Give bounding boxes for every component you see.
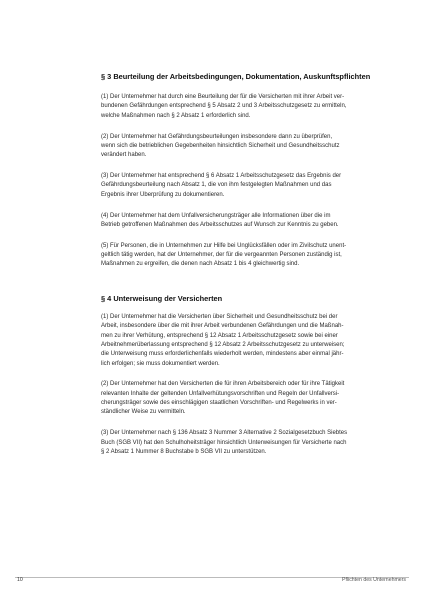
text-line: Arbeit, insbesondere über die mit ihrer Arbeit verbundenen Gefährdungen und die Maßnah- <box>101 323 344 330</box>
text-line: § 2 Absatz 1 Nummer 8 Buchstabe b SGB VII zu unterstützen. <box>101 448 267 455</box>
text-line: Arbeitnehmerüberlassung entsprechend § 12 Absatz 2 Arbeitsschutzgesetz zu unterweisen; <box>101 341 345 348</box>
text-line: Maßnahmen zu ergreifen, die denen nach Absatz 1 bis 4 gleichwertig sind. <box>101 261 300 268</box>
text-line: (4) Der Unternehmer hat dem Unfallversicherungsträger alle Informationen über die im <box>101 212 331 219</box>
text-line: (2) Der Unternehmer hat Gefährdungsbeurteilungen insbesondere dann zu überprüfen, <box>101 133 333 140</box>
text-line: Buch (SGB VII) hat den Schulhoheitsträger hinsichtlich Unterweisungen für Versicherte nach <box>101 439 347 446</box>
text-line: geltlich tätig werden, hat der Unternehmer, der für die vergeannten Personen zuständig ist, <box>101 252 342 259</box>
text-line: Ergebnis ihrer Überprüfung zu dokumentieren. <box>101 191 225 198</box>
section-3-paragraph-2 <box>101 133 373 161</box>
running-footer-title: Pflichten des Unternehmers <box>341 577 406 583</box>
text-line: (5) Für Personen, die in Unternehmen zur Hilfe bei Unglücksfällen oder im Zivilschutz unent- <box>101 242 347 249</box>
text-line: welche Maßnahmen nach § 2 Absatz 1 erforderlich sind. <box>101 112 251 119</box>
section-3-paragraph-4 <box>101 212 373 231</box>
section-4-paragraph-1 <box>101 313 373 369</box>
text-line: verändert haben. <box>101 152 147 159</box>
text-line: (3) Der Unternehmer nach § 136 Absatz 3 Nummer 3 Alternative 2 Sozialgesetzbuch Siebtes <box>101 430 348 437</box>
text-line: (1) Der Unternehmer hat die Versicherten über Sicherheit und Gesundheitsschutz bei der <box>101 313 338 320</box>
section-4-heading: § 4 Unterweisung der Versicherten <box>101 293 223 303</box>
text-line: men zu ihrer Verhütung, entsprechend § 12 Absatz 1 Arbeitsschutzgesetz sowie bei einer <box>101 332 338 339</box>
section-4-paragraph-2 <box>101 380 373 417</box>
text-line: wenn sich die betrieblichen Gegebenheiten hinsichtlich Sicherheit und Gesundheitsschutz <box>101 142 340 149</box>
section-3-heading: § 3 Beurteilung der Arbeitsbedingungen, Dokumentation, Auskunftspflichten <box>101 72 371 81</box>
section-3-paragraph-3 <box>101 172 373 200</box>
text-line: Gefährdungsbeurteilung nach Absatz 1, die von ihm festgelegten Maßnahmen und das <box>101 182 332 189</box>
text-line: Betrieb getroffenen Maßnahmen des Arbeitsschutzes auf Wunsch zur Kenntnis zu geben. <box>101 221 339 228</box>
text-line: (2) Der Unternehmer hat den Versicherten die für ihren Arbeitsbereich oder für ihre Tätigkeit <box>101 381 345 388</box>
text-line: (3) Der Unternehmer hat entsprechend § 6 Absatz 1 Arbeitsschutzgesetz das Ergebnis der <box>101 173 342 180</box>
text-line: bundenen Gefährdungen entsprechend § 5 Absatz 2 und 3 Arbeitsschutzgesetz zu ermitteln, <box>101 103 347 110</box>
page-content <box>101 72 373 469</box>
page-number: 10 <box>17 577 23 583</box>
section-3-paragraph-5 <box>101 242 373 270</box>
text-line: relevanten Inhalte der geltenden Unfallverhütungsvorschriften und Regeln der Unfallversi- <box>101 390 340 397</box>
text-line: die Unterweisung muss erforderlichenfalls wiederholt werden, mindestens aber einmal jähr- <box>101 351 344 358</box>
section-4-paragraph-3 <box>101 429 373 457</box>
text-line: ständlicher Weise zu vermitteln. <box>101 409 186 416</box>
text-line: (1) Der Unternehmer hat durch eine Beurteilung der für die Versicherten mit ihrer Arbeit ver- <box>101 94 345 100</box>
text-line: lich erfolgen; sie muss dokumentiert werden. <box>101 360 220 367</box>
text-line: cherungsträger sowie des einschlägigen staatlichen Vorschriften- und Regelwerks in ver- <box>101 400 337 407</box>
section-3-paragraph-1 <box>101 93 373 121</box>
